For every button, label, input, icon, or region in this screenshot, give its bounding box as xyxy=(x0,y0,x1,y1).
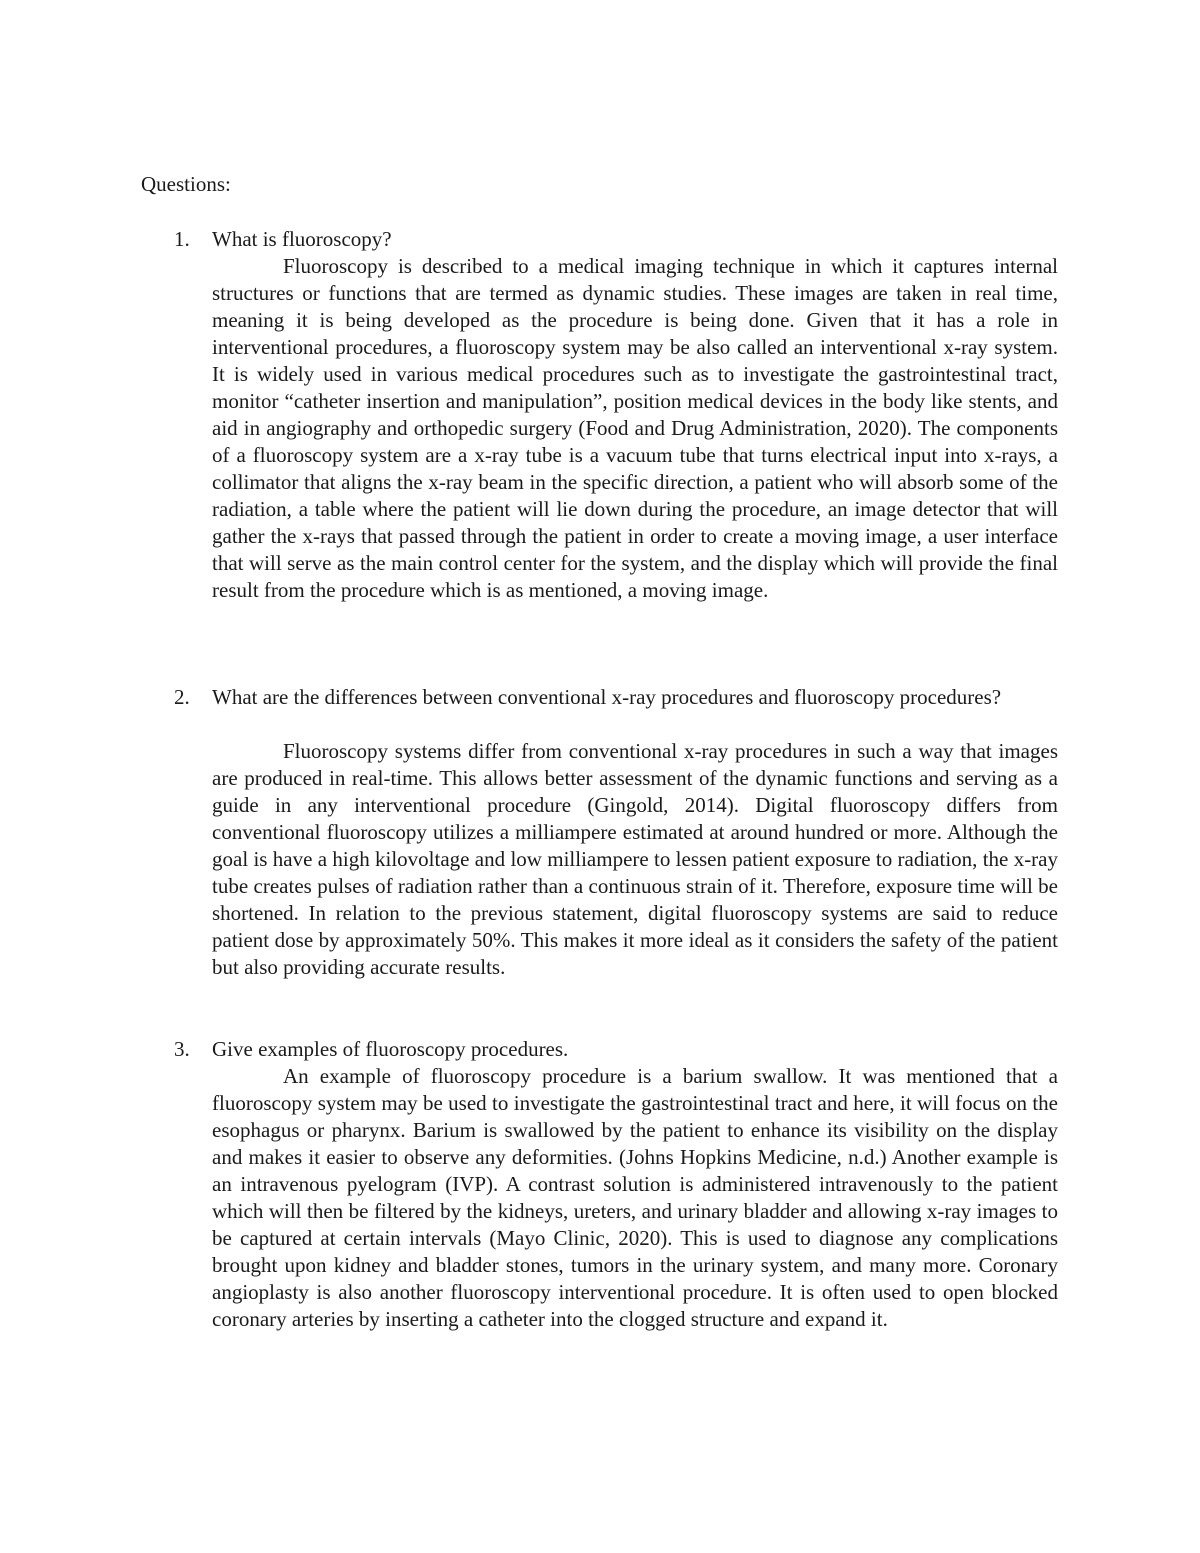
questions-heading: Questions: xyxy=(141,172,231,196)
question-number: 3. xyxy=(174,1037,190,1061)
question-text: What is fluoroscopy? xyxy=(212,227,392,251)
answer-paragraph: An example of fluoroscopy procedure is a barium swallow. It was mentioned that a fluoroscopy system may be used to investigate the gastrointestinal tract and here, it will focus on the esophagus or pharynx. Barium is swallowed by the patient to enhance its visibility on the display and makes it easier to observe any deformities. (Johns Hopkins Medicine, n.d.) Another example is an intravenous pyelogram (IVP). A contrast solution is administered intravenously to the patient which will then be filtered by the kidneys, ureters, and urinary bladder and allowing x-ray images to be captured at certain intervals (Mayo Clinic, 2020). This is used to diagnose any complications brought upon kidney and bladder stones, tumors in the urinary system, and many more. Coronary angioplasty is also another fluoroscopy interventional procedure. It is often used to open blocked coronary arteries by inserting a catheter into the clogged structure and expand it. xyxy=(212,1064,1058,1331)
question-number: 1. xyxy=(174,227,190,251)
question-number: 2. xyxy=(174,685,190,709)
answer-paragraph: Fluoroscopy systems differ from conventional x-ray procedures in such a way that images are produced in real-time. This allows better assessment of the dynamic functions and serving as a guide in any interventional procedure (Gingold, 2014). Digital fluoroscopy differs from conventional fluoroscopy utilizes a milliampere estimated at around hundred or more. Although the goal is have a high kilovoltage and low milliampere to lessen patient exposure to radiation, the x-ray tube creates pulses of radiation rather than a continuous strain of it. Therefore, exposure time will be shortened. In relation to the previous statement, digital fluoroscopy systems are said to reduce patient dose by approximately 50%. This makes it more ideal as it considers the safety of the patient but also providing accurate results. xyxy=(212,739,1058,979)
question-text: Give examples of fluoroscopy procedures. xyxy=(212,1037,569,1061)
answer-paragraph: Fluoroscopy is described to a medical imaging technique in which it captures internal structures or functions that are termed as dynamic studies. These images are taken in real time, meaning it is being developed as the procedure is being done. Given that it has a role in interventional procedures, a fluoroscopy system may be also called an interventional x-ray system. It is widely used in various medical procedures such as to investigate the gastrointestinal tract, monitor “catheter insertion and manipulation”, position medical devices in the body like stents, and aid in angiography and orthopedic surgery (Food and Drug Administration, 2020). The components of a fluoroscopy system are a x-ray tube is a vacuum tube that turns electrical input into x-rays, a collimator that aligns the x-ray beam in the specific direction, a patient who will absorb some of the radiation, a table where the patient will lie down during the procedure, an image detector that will gather the x-rays that passed through the patient in order to create a moving image, a user interface that will serve as the main control center for the system, and the display which will provide the final result from the procedure which is as mentioned, a moving image. xyxy=(212,254,1058,602)
question-text: What are the differences between conventional x-ray procedures and fluoroscopy procedures? xyxy=(212,685,1002,709)
